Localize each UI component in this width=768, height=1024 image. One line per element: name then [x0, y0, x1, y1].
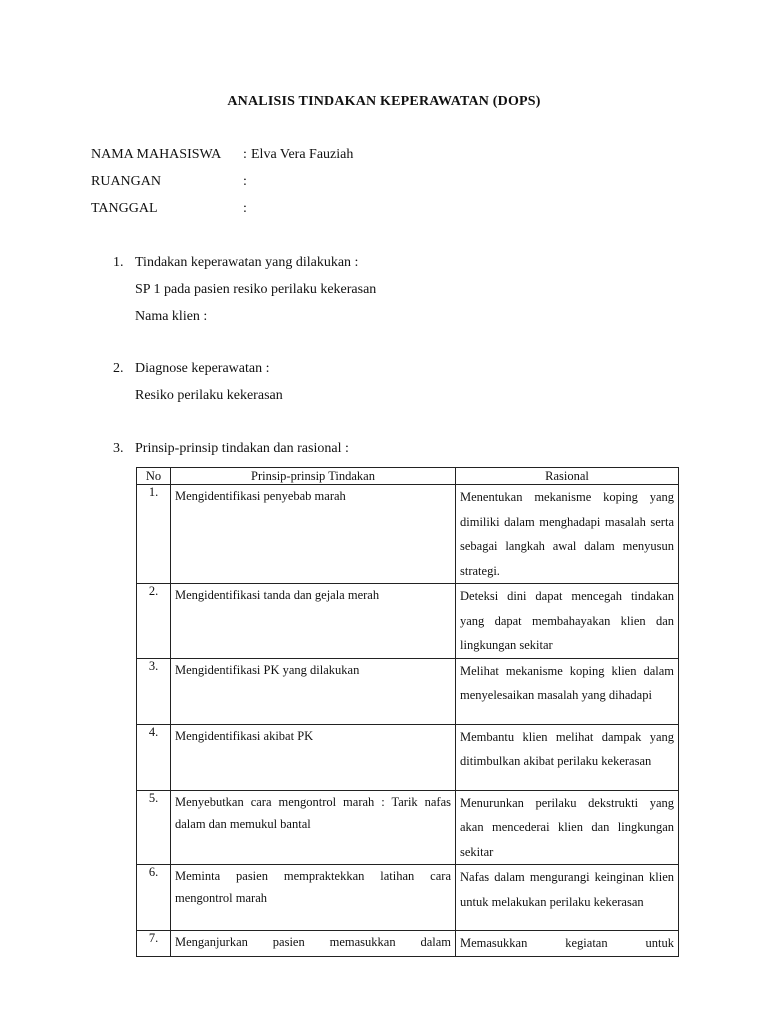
header-action: Prinsip-prinsip Tindakan — [171, 468, 456, 485]
row-number: 4. — [137, 724, 171, 790]
row-number: 7. — [137, 931, 171, 957]
section-heading-text: Tindakan keperawatan yang dilakukan : — [135, 255, 359, 270]
section-heading-text: Diagnose keperawatan : — [135, 361, 270, 376]
section-2-heading — [113, 361, 270, 377]
table-row — [137, 724, 679, 790]
field-ruangan — [91, 174, 251, 190]
row-number: 1. — [137, 485, 171, 584]
section-heading-text: Prinsip-prinsip tindakan dan rasional : — [135, 441, 349, 456]
section-number: 1. — [113, 255, 124, 270]
table-row — [137, 485, 679, 584]
row-action: Mengidentifikasi PK yang dilakukan — [171, 658, 456, 724]
section-3-heading — [113, 441, 349, 457]
table-row — [137, 931, 679, 957]
row-rationale: Deteksi dini dapat mencegah tindakan yang dapat membahayakan klien dan lingkungan sekitar — [456, 584, 679, 659]
table-row — [137, 584, 679, 659]
field-tanggal — [91, 201, 251, 217]
row-rationale: Nafas dalam mengurangi keinginan klien untuk melakukan perilaku kekerasan — [456, 865, 679, 931]
field-label: NAMA MAHASISWA — [91, 147, 222, 162]
row-action: Menganjurkan pasien memasukkan dalam — [171, 931, 456, 957]
field-separator: : — [243, 201, 247, 216]
row-rationale: Menurunkan perilaku dekstrukti yang akan mencederai klien dan lingkungan sekitar — [456, 790, 679, 865]
row-rationale: Memasukkan kegiatan untuk — [456, 931, 679, 957]
row-action: Menyebutkan cara mengontrol marah : Tarik nafas dalam dan memukul bantal — [171, 790, 456, 865]
section-number: 2. — [113, 361, 124, 376]
document-title: ANALISIS TINDAKAN KEPERAWATAN (DOPS) — [227, 94, 541, 109]
table-row — [137, 658, 679, 724]
section-1-heading — [113, 255, 358, 271]
header-rationale: Rasional — [456, 468, 679, 485]
section-1-line: Nama klien : — [135, 309, 208, 324]
row-rationale: Menentukan mekanisme koping yang dimiliki dalam menghadapi masalah serta sebagai langkah awal dalam menyusun strategi. — [456, 485, 679, 584]
field-separator: : — [243, 174, 247, 189]
field-value: Elva Vera Fauziah — [251, 147, 354, 162]
field-label: TANGGAL — [91, 201, 158, 216]
row-number: 2. — [137, 584, 171, 659]
row-action: Mengidentifikasi akibat PK — [171, 724, 456, 790]
field-label: RUANGAN — [91, 174, 161, 189]
table-row — [137, 790, 679, 865]
row-action: Mengidentifikasi penyebab marah — [171, 485, 456, 584]
section-number: 3. — [113, 441, 124, 456]
table-row — [137, 865, 679, 931]
row-action: Mengidentifikasi tanda dan gejala merah — [171, 584, 456, 659]
row-rationale: Melihat mekanisme koping klien dalam menyelesaikan masalah yang dihadapi — [456, 658, 679, 724]
row-number: 5. — [137, 790, 171, 865]
row-number: 6. — [137, 865, 171, 931]
field-separator: : — [243, 147, 247, 162]
row-action: Meminta pasien mempraktekkan latihan cara mengontrol marah — [171, 865, 456, 931]
header-no: No — [137, 468, 171, 485]
principles-table — [136, 467, 679, 957]
row-number: 3. — [137, 658, 171, 724]
row-rationale: Membantu klien melihat dampak yang ditimbulkan akibat perilaku kekerasan — [456, 724, 679, 790]
field-nama-mahasiswa — [91, 147, 353, 163]
section-2-line: Resiko perilaku kekerasan — [135, 388, 283, 403]
table-header-row — [137, 468, 679, 485]
section-1-line: SP 1 pada pasien resiko perilaku kekerasan — [135, 282, 377, 297]
